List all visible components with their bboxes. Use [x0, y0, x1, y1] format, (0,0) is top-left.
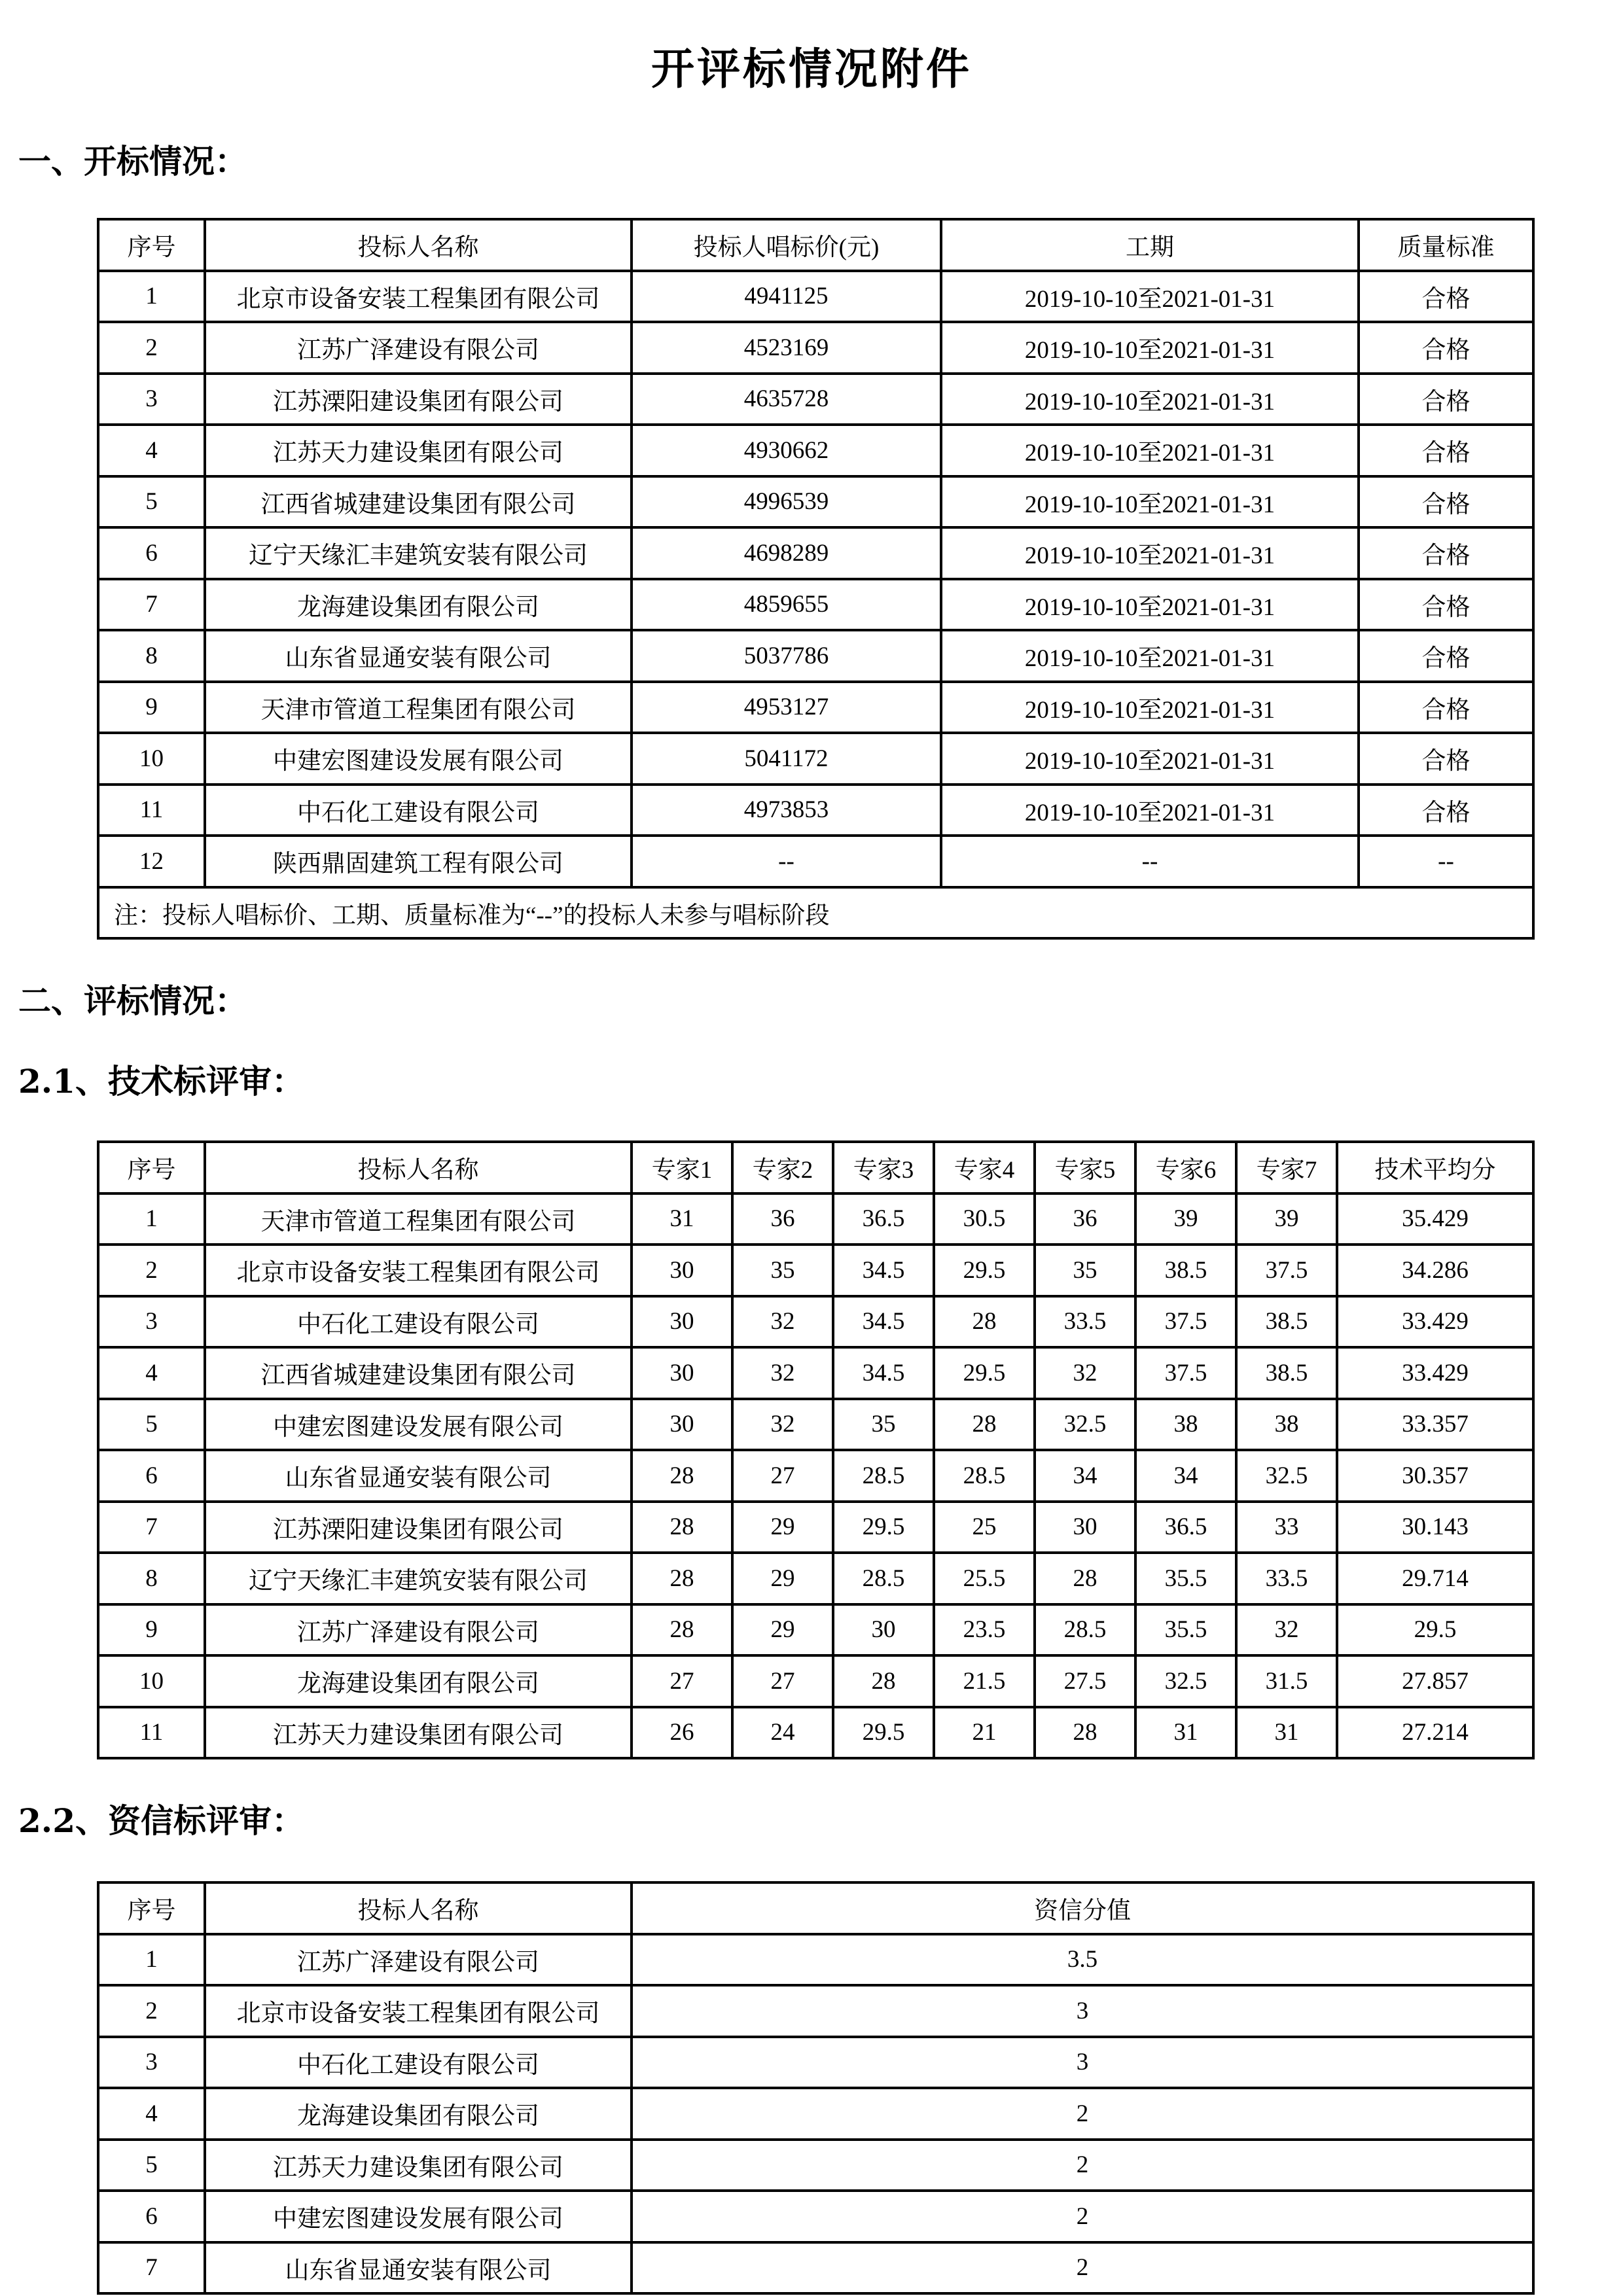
table-cell: 江苏广泽建设有限公司: [205, 1604, 632, 1656]
table-cell: 5041172: [632, 733, 941, 785]
table-cell: 3.5: [632, 1934, 1533, 1986]
table-cell: 龙海建设集团有限公司: [205, 2088, 632, 2140]
table-cell: 山东省显通安装有限公司: [205, 630, 632, 682]
table-cell: 2: [98, 1245, 205, 1296]
table-cell: 5: [98, 1399, 205, 1451]
column-header: 工期: [941, 219, 1359, 271]
column-header: 专家1: [632, 1142, 732, 1193]
table-cell: 1: [98, 1934, 205, 1986]
table-cell: 北京市设备安装工程集团有限公司: [205, 271, 632, 323]
table-cell: 31: [1236, 1707, 1337, 1759]
table-cell: 30.5: [934, 1193, 1035, 1245]
table-cell: 32: [1236, 1604, 1337, 1656]
table-cell: 2019-10-10至2021-01-31: [941, 374, 1359, 425]
table-cell: 38.5: [1236, 1296, 1337, 1348]
table-cell: 4: [98, 425, 205, 476]
table-cell: 28: [833, 1655, 934, 1707]
table-row: [98, 2242, 1533, 2294]
table-header-row: [98, 219, 1533, 271]
table-cell: 4953127: [632, 682, 941, 733]
table-cell: 31.5: [1236, 1655, 1337, 1707]
table-cell: 29.5: [934, 1347, 1035, 1399]
table-cell: 天津市管道工程集团有限公司: [205, 1193, 632, 1245]
table-cell: 2019-10-10至2021-01-31: [941, 322, 1359, 374]
column-header: 质量标准: [1359, 219, 1533, 271]
table-cell: 4523169: [632, 322, 941, 374]
table-cell: 北京市设备安装工程集团有限公司: [205, 1245, 632, 1296]
table-cell: 合格: [1359, 527, 1533, 579]
table-cell: 2019-10-10至2021-01-31: [941, 682, 1359, 733]
table-cell: 21: [934, 1707, 1035, 1759]
table-cell: 33.429: [1337, 1296, 1533, 1348]
table-row: [98, 1296, 1533, 1348]
table-cell: 6: [98, 2191, 205, 2242]
table-cell: 2019-10-10至2021-01-31: [941, 425, 1359, 476]
table-cell: 4: [98, 2088, 205, 2140]
table-cell: 3: [632, 2037, 1533, 2089]
table-cell: 2019-10-10至2021-01-31: [941, 579, 1359, 631]
table-row: [98, 1193, 1533, 1245]
bid-opening-table: [97, 218, 1535, 940]
table-cell: 2: [632, 2140, 1533, 2191]
table-cell: 30: [1035, 1502, 1135, 1553]
table-cell: 辽宁天缘汇丰建筑安装有限公司: [205, 527, 632, 579]
table-cell: 37.5: [1135, 1347, 1236, 1399]
table-cell: 34: [1135, 1450, 1236, 1502]
table-cell: 39: [1236, 1193, 1337, 1245]
table-row: [98, 1655, 1533, 1707]
table-row: [98, 630, 1533, 682]
table-cell: 28.5: [934, 1450, 1035, 1502]
table-cell: 4635728: [632, 374, 941, 425]
table-cell: 28: [934, 1296, 1035, 1348]
table-cell: 21.5: [934, 1655, 1035, 1707]
table-cell: 30.143: [1337, 1502, 1533, 1553]
table-cell: 39: [1135, 1193, 1236, 1245]
table-cell: 4930662: [632, 425, 941, 476]
table-cell: 37.5: [1135, 1296, 1236, 1348]
table-cell: 38: [1135, 1399, 1236, 1451]
table-cell: 山东省显通安装有限公司: [205, 2242, 632, 2294]
table-cell: 2: [98, 322, 205, 374]
table-cell: 29.714: [1337, 1553, 1533, 1604]
table-cell: 2019-10-10至2021-01-31: [941, 733, 1359, 785]
table-row: [98, 2140, 1533, 2191]
table-cell: 26: [632, 1707, 732, 1759]
table-row: [98, 1399, 1533, 1451]
column-header: 专家7: [1236, 1142, 1337, 1193]
table-cell: 32: [732, 1296, 833, 1348]
table-cell: 2019-10-10至2021-01-31: [941, 527, 1359, 579]
table-cell: 33.5: [1236, 1553, 1337, 1604]
table-cell: 中建宏图建设发展有限公司: [205, 733, 632, 785]
table-cell: 合格: [1359, 322, 1533, 374]
table-cell: 27: [732, 1655, 833, 1707]
table-cell: 辽宁天缘汇丰建筑安装有限公司: [205, 1553, 632, 1604]
section-heading-technical-review: 2.1、技术标评审：: [18, 1062, 304, 1101]
table-cell: 天津市管道工程集团有限公司: [205, 682, 632, 733]
column-header: 投标人名称: [205, 1882, 632, 1934]
table-row: [98, 1502, 1533, 1553]
table-row: [98, 1450, 1533, 1502]
table-row: [98, 527, 1533, 579]
table-cell: 34.5: [833, 1296, 934, 1348]
column-header: 投标人唱标价(元): [632, 219, 941, 271]
table-cell: 8: [98, 630, 205, 682]
table-cell: 4973853: [632, 785, 941, 836]
table-cell: 29.5: [833, 1502, 934, 1553]
table-cell: 4996539: [632, 476, 941, 528]
column-header: 专家4: [934, 1142, 1035, 1193]
table-cell: 2019-10-10至2021-01-31: [941, 785, 1359, 836]
table-cell: 江苏溧阳建设集团有限公司: [205, 374, 632, 425]
table-cell: 27: [632, 1655, 732, 1707]
table-cell: 2019-10-10至2021-01-31: [941, 630, 1359, 682]
table-cell: 34: [1035, 1450, 1135, 1502]
table-cell: 3: [632, 1985, 1533, 2037]
table-cell: 合格: [1359, 271, 1533, 323]
table-cell: 合格: [1359, 425, 1533, 476]
table-cell: 28: [1035, 1707, 1135, 1759]
table-cell: 5: [98, 476, 205, 528]
table-cell: 29.5: [1337, 1604, 1533, 1656]
table-cell: 江苏广泽建设有限公司: [205, 1934, 632, 1986]
table-cell: 37.5: [1236, 1245, 1337, 1296]
table-cell: 35.5: [1135, 1604, 1236, 1656]
table-cell: 32.5: [1236, 1450, 1337, 1502]
table-cell: 28: [934, 1399, 1035, 1451]
table-cell: 合格: [1359, 374, 1533, 425]
table-cell: 12: [98, 836, 205, 887]
table-cell: 27.214: [1337, 1707, 1533, 1759]
table-cell: 江苏天力建设集团有限公司: [205, 1707, 632, 1759]
table-cell: 中石化工建设有限公司: [205, 785, 632, 836]
table-cell: 31: [632, 1193, 732, 1245]
table-cell: 32: [732, 1347, 833, 1399]
table-cell: 29: [732, 1553, 833, 1604]
table-cell: 30.357: [1337, 1450, 1533, 1502]
table-row: [98, 374, 1533, 425]
table-cell: 4: [98, 1347, 205, 1399]
table-cell: 合格: [1359, 630, 1533, 682]
table-cell: 34.286: [1337, 1245, 1533, 1296]
table-cell: 1: [98, 1193, 205, 1245]
table-cell: 30: [632, 1347, 732, 1399]
section-heading-evaluation: 二、评标情况：: [18, 981, 247, 1020]
table-note: 注：投标人唱标价、工期、质量标准为“--”的投标人未参与唱标阶段: [98, 887, 1533, 939]
table-cell: 山东省显通安装有限公司: [205, 1450, 632, 1502]
table-row: [98, 682, 1533, 733]
table-cell: 29: [732, 1502, 833, 1553]
table-cell: 27.857: [1337, 1655, 1533, 1707]
table-cell: 2: [632, 2242, 1533, 2294]
table-cell: 2019-10-10至2021-01-31: [941, 271, 1359, 323]
column-header: 专家3: [833, 1142, 934, 1193]
table-cell: 5: [98, 2140, 205, 2191]
column-header: 资信分值: [632, 1882, 1533, 1934]
table-cell: 2: [632, 2191, 1533, 2242]
table-cell: 25.5: [934, 1553, 1035, 1604]
table-cell: 陕西鼎固建筑工程有限公司: [205, 836, 632, 887]
table-row: [98, 271, 1533, 323]
table-cell: 34.5: [833, 1347, 934, 1399]
table-cell: 29.5: [934, 1245, 1035, 1296]
section-heading-credit-review: 2.2、资信标评审：: [18, 1801, 304, 1840]
table-cell: 32.5: [1035, 1399, 1135, 1451]
table-row: [98, 1707, 1533, 1759]
column-header: 投标人名称: [205, 219, 632, 271]
table-row: [98, 1347, 1533, 1399]
table-cell: 28: [632, 1604, 732, 1656]
table-header-row: [98, 1142, 1533, 1193]
table-cell: 33.429: [1337, 1347, 1533, 1399]
table-cell: --: [632, 836, 941, 887]
table-cell: 36.5: [1135, 1502, 1236, 1553]
table-cell: 31: [1135, 1707, 1236, 1759]
table-row: [98, 733, 1533, 785]
table-cell: 1: [98, 271, 205, 323]
table-cell: 合格: [1359, 733, 1533, 785]
table-cell: 3: [98, 374, 205, 425]
table-cell: 中建宏图建设发展有限公司: [205, 2191, 632, 2242]
table-row: [98, 1934, 1533, 1986]
table-row: [98, 1604, 1533, 1656]
table-cell: 江苏溧阳建设集团有限公司: [205, 1502, 632, 1553]
table-cell: 32: [1035, 1347, 1135, 1399]
table-cell: 8: [98, 1553, 205, 1604]
table-cell: 38: [1236, 1399, 1337, 1451]
table-cell: 35: [1035, 1245, 1135, 1296]
table-note-row: [98, 887, 1533, 939]
column-header: 技术平均分: [1337, 1142, 1533, 1193]
table-cell: 30: [632, 1399, 732, 1451]
table-cell: 江苏天力建设集团有限公司: [205, 2140, 632, 2191]
table-cell: 28.5: [1035, 1604, 1135, 1656]
technical-review-table: [97, 1140, 1535, 1759]
column-header: 专家2: [732, 1142, 833, 1193]
table-cell: 34.5: [833, 1245, 934, 1296]
column-header: 专家5: [1035, 1142, 1135, 1193]
table-row: [98, 2037, 1533, 2089]
table-cell: 2: [98, 1985, 205, 2037]
table-cell: 9: [98, 1604, 205, 1656]
table-cell: 27: [732, 1450, 833, 1502]
table-cell: 7: [98, 579, 205, 631]
table-cell: 30: [632, 1245, 732, 1296]
table-row: [98, 2191, 1533, 2242]
table-cell: --: [1359, 836, 1533, 887]
table-cell: 2019-10-10至2021-01-31: [941, 476, 1359, 528]
table-cell: 28: [632, 1502, 732, 1553]
table-cell: --: [941, 836, 1359, 887]
table-cell: 36: [732, 1193, 833, 1245]
table-row: [98, 322, 1533, 374]
table-cell: 35: [732, 1245, 833, 1296]
table-cell: 江苏天力建设集团有限公司: [205, 425, 632, 476]
table-cell: 6: [98, 1450, 205, 1502]
table-row: [98, 1553, 1533, 1604]
table-cell: 35.5: [1135, 1553, 1236, 1604]
table-cell: 36: [1035, 1193, 1135, 1245]
table-cell: 11: [98, 1707, 205, 1759]
table-cell: 4698289: [632, 527, 941, 579]
table-cell: 30: [632, 1296, 732, 1348]
table-row: [98, 836, 1533, 887]
credit-review-table: [97, 1881, 1535, 2295]
table-cell: 29: [732, 1604, 833, 1656]
table-cell: 32.5: [1135, 1655, 1236, 1707]
table-cell: 33: [1236, 1502, 1337, 1553]
table-cell: 33.357: [1337, 1399, 1533, 1451]
table-cell: 中石化工建设有限公司: [205, 2037, 632, 2089]
table-cell: 北京市设备安装工程集团有限公司: [205, 1985, 632, 2037]
table-cell: 5037786: [632, 630, 941, 682]
table-cell: 23.5: [934, 1604, 1035, 1656]
table-cell: 30: [833, 1604, 934, 1656]
table-cell: 25: [934, 1502, 1035, 1553]
table-header-row: [98, 1882, 1533, 1934]
table-cell: 10: [98, 733, 205, 785]
table-row: [98, 785, 1533, 836]
table-cell: 合格: [1359, 682, 1533, 733]
column-header: 序号: [98, 1882, 205, 1934]
page-title: 开评标情况附件: [651, 43, 972, 94]
table-cell: 38.5: [1236, 1347, 1337, 1399]
table-cell: 合格: [1359, 785, 1533, 836]
table-cell: 27.5: [1035, 1655, 1135, 1707]
table-cell: 28: [1035, 1553, 1135, 1604]
table-row: [98, 579, 1533, 631]
table-cell: 3: [98, 2037, 205, 2089]
column-header: 投标人名称: [205, 1142, 632, 1193]
table-row: [98, 1985, 1533, 2037]
column-header: 专家6: [1135, 1142, 1236, 1193]
table-cell: 9: [98, 682, 205, 733]
table-row: [98, 2088, 1533, 2140]
table-cell: 28.5: [833, 1450, 934, 1502]
table-cell: 江西省城建建设集团有限公司: [205, 1347, 632, 1399]
table-cell: 7: [98, 2242, 205, 2294]
table-cell: 28: [632, 1450, 732, 1502]
table-cell: 4859655: [632, 579, 941, 631]
table-cell: 33.5: [1035, 1296, 1135, 1348]
table-cell: 28: [632, 1553, 732, 1604]
table-row: [98, 425, 1533, 476]
table-cell: 11: [98, 785, 205, 836]
table-cell: 35.429: [1337, 1193, 1533, 1245]
section-heading-bid-opening: 一、开标情况：: [18, 142, 247, 181]
table-cell: 合格: [1359, 579, 1533, 631]
table-cell: 江西省城建建设集团有限公司: [205, 476, 632, 528]
table-cell: 38.5: [1135, 1245, 1236, 1296]
column-header: 序号: [98, 219, 205, 271]
table-row: [98, 1245, 1533, 1296]
table-row: [98, 476, 1533, 528]
table-cell: 36.5: [833, 1193, 934, 1245]
table-cell: 龙海建设集团有限公司: [205, 1655, 632, 1707]
table-cell: 28.5: [833, 1553, 934, 1604]
table-cell: 24: [732, 1707, 833, 1759]
table-cell: 6: [98, 527, 205, 579]
table-cell: 2: [632, 2088, 1533, 2140]
table-cell: 4941125: [632, 271, 941, 323]
table-cell: 3: [98, 1296, 205, 1348]
table-cell: 中石化工建设有限公司: [205, 1296, 632, 1348]
table-cell: 7: [98, 1502, 205, 1553]
table-cell: 35: [833, 1399, 934, 1451]
table-cell: 32: [732, 1399, 833, 1451]
table-cell: 合格: [1359, 476, 1533, 528]
table-cell: 江苏广泽建设有限公司: [205, 322, 632, 374]
table-cell: 中建宏图建设发展有限公司: [205, 1399, 632, 1451]
table-cell: 10: [98, 1655, 205, 1707]
table-cell: 29.5: [833, 1707, 934, 1759]
table-cell: 龙海建设集团有限公司: [205, 579, 632, 631]
column-header: 序号: [98, 1142, 205, 1193]
